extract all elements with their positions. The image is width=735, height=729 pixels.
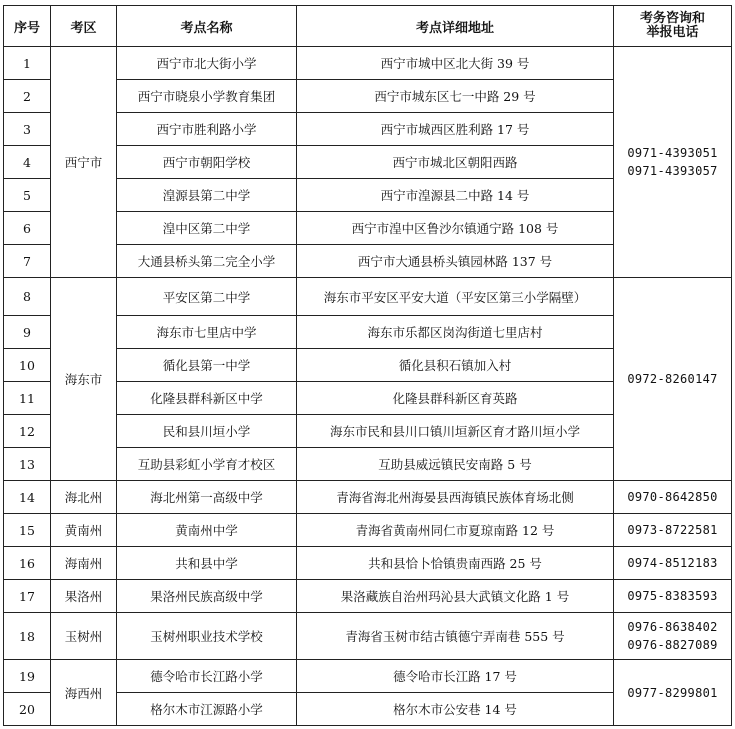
seq-cell: 15 xyxy=(4,514,51,547)
phone-number: 0971-4393057 xyxy=(627,164,718,178)
address-cell: 西宁市大通县桥头镇园林路 137 号 xyxy=(297,245,614,278)
seq-cell: 14 xyxy=(4,481,51,514)
seq-cell: 3 xyxy=(4,113,51,146)
site-name-cell: 格尔木市江源路小学 xyxy=(117,693,297,726)
header-seq: 序号 xyxy=(4,6,51,47)
address-cell: 西宁市城东区七一中路 29 号 xyxy=(297,80,614,113)
table-row xyxy=(4,580,732,613)
address-cell: 化隆县群科新区育英路 xyxy=(297,382,614,415)
table-row xyxy=(4,514,732,547)
address-cell: 格尔木市公安巷 14 号 xyxy=(297,693,614,726)
address-cell: 海东市民和县川口镇川垣新区育才路川垣小学 xyxy=(297,415,614,448)
phone-number: 0976-8638402 xyxy=(627,620,718,634)
seq-cell: 17 xyxy=(4,580,51,613)
table-row xyxy=(4,278,732,316)
header-address: 考点详细地址 xyxy=(297,6,614,47)
header-phone xyxy=(614,6,732,47)
site-name-cell: 民和县川垣小学 xyxy=(117,415,297,448)
address-cell: 海东市平安区平安大道（平安区第三小学隔壁） xyxy=(297,278,614,316)
phone-cell xyxy=(614,278,732,481)
region-cell: 果洛州 xyxy=(51,580,117,613)
phone-cell xyxy=(614,547,732,580)
table-row xyxy=(4,47,732,80)
phone-cell xyxy=(614,660,732,726)
seq-cell: 2 xyxy=(4,80,51,113)
seq-cell: 4 xyxy=(4,146,51,179)
seq-cell: 11 xyxy=(4,382,51,415)
seq-cell: 20 xyxy=(4,693,51,726)
address-cell: 西宁市城西区胜利路 17 号 xyxy=(297,113,614,146)
address-cell: 共和县恰卜恰镇贵南西路 25 号 xyxy=(297,547,614,580)
table-row xyxy=(4,481,732,514)
site-name-cell: 大通县桥头第二完全小学 xyxy=(117,245,297,278)
address-cell: 西宁市城中区北大街 39 号 xyxy=(297,47,614,80)
site-name-cell: 互助县彩虹小学育才校区 xyxy=(117,448,297,481)
region-cell: 海南州 xyxy=(51,547,117,580)
site-name-cell: 平安区第二中学 xyxy=(117,278,297,316)
seq-cell: 6 xyxy=(4,212,51,245)
site-name-cell: 化隆县群科新区中学 xyxy=(117,382,297,415)
seq-cell: 13 xyxy=(4,448,51,481)
address-cell: 德令哈市长江路 17 号 xyxy=(297,660,614,693)
phone-number: 0977-8299801 xyxy=(627,685,718,700)
table-row xyxy=(4,547,732,580)
phone-cell xyxy=(614,481,732,514)
region-cell: 海西州 xyxy=(51,660,117,726)
region-cell: 西宁市 xyxy=(51,47,117,278)
header-phone-line2: 举报电话 xyxy=(646,25,699,40)
phone-number: 0970-8642850 xyxy=(627,490,718,504)
seq-cell: 1 xyxy=(4,47,51,80)
address-cell: 青海省黄南州同仁市夏琼南路 12 号 xyxy=(297,514,614,547)
site-name-cell: 湟源县第二中学 xyxy=(117,179,297,212)
address-cell: 西宁市湟中区鲁沙尔镇通宁路 108 号 xyxy=(297,212,614,245)
region-cell: 玉树州 xyxy=(51,613,117,660)
table-body xyxy=(4,47,732,726)
site-name-cell: 共和县中学 xyxy=(117,547,297,580)
header-region: 考区 xyxy=(51,6,117,47)
phone-number: 0975-8383593 xyxy=(627,589,718,603)
seq-cell: 16 xyxy=(4,547,51,580)
region-cell: 海北州 xyxy=(51,481,117,514)
seq-cell: 8 xyxy=(4,278,51,316)
region-cell: 黄南州 xyxy=(51,514,117,547)
site-name-cell: 西宁市胜利路小学 xyxy=(117,113,297,146)
seq-cell: 5 xyxy=(4,179,51,212)
address-cell: 西宁市湟源县二中路 14 号 xyxy=(297,179,614,212)
site-name-cell: 海北州第一高级中学 xyxy=(117,481,297,514)
exam-sites-table xyxy=(3,5,732,726)
site-name-cell: 湟中区第二中学 xyxy=(117,212,297,245)
table-row xyxy=(4,660,732,693)
table-row xyxy=(4,613,732,660)
site-name-cell: 玉树州职业技术学校 xyxy=(117,613,297,660)
address-cell: 西宁市城北区朝阳西路 xyxy=(297,146,614,179)
seq-cell: 12 xyxy=(4,415,51,448)
header-phone-line1: 考务咨询和 xyxy=(639,11,705,26)
seq-cell: 7 xyxy=(4,245,51,278)
phone-cell xyxy=(614,514,732,547)
phone-number: 0976-8827089 xyxy=(627,638,718,652)
address-cell: 青海省海北州海晏县西海镇民族体育场北侧 xyxy=(297,481,614,514)
site-name-cell: 海东市七里店中学 xyxy=(117,316,297,349)
address-cell: 青海省玉树市结古镇德宁弄南巷 555 号 xyxy=(297,613,614,660)
phone-number: 0974-8512183 xyxy=(627,556,718,570)
header-row xyxy=(4,6,732,47)
site-name-cell: 循化县第一中学 xyxy=(117,349,297,382)
phone-cell xyxy=(614,47,732,278)
phone-number: 0971-4393051 xyxy=(627,146,718,160)
phone-number: 0973-8722581 xyxy=(627,523,718,537)
seq-cell: 10 xyxy=(4,349,51,382)
site-name-cell: 果洛州民族高级中学 xyxy=(117,580,297,613)
seq-cell: 19 xyxy=(4,660,51,693)
phone-number: 0972-8260147 xyxy=(627,372,718,386)
header-site: 考点名称 xyxy=(117,6,297,47)
site-name-cell: 西宁市晓泉小学教育集团 xyxy=(117,80,297,113)
address-cell: 互助县威远镇民安南路 5 号 xyxy=(297,448,614,481)
site-name-cell: 西宁市朝阳学校 xyxy=(117,146,297,179)
address-cell: 循化县积石镇加入村 xyxy=(297,349,614,382)
phone-cell xyxy=(614,580,732,613)
region-cell: 海东市 xyxy=(51,278,117,481)
address-cell: 果洛藏族自治州玛沁县大武镇文化路 1 号 xyxy=(297,580,614,613)
site-name-cell: 德令哈市长江路小学 xyxy=(117,660,297,693)
address-cell: 海东市乐都区岗沟街道七里店村 xyxy=(297,316,614,349)
site-name-cell: 西宁市北大街小学 xyxy=(117,47,297,80)
phone-cell xyxy=(614,613,732,660)
seq-cell: 18 xyxy=(4,613,51,660)
seq-cell: 9 xyxy=(4,316,51,349)
site-name-cell: 黄南州中学 xyxy=(117,514,297,547)
